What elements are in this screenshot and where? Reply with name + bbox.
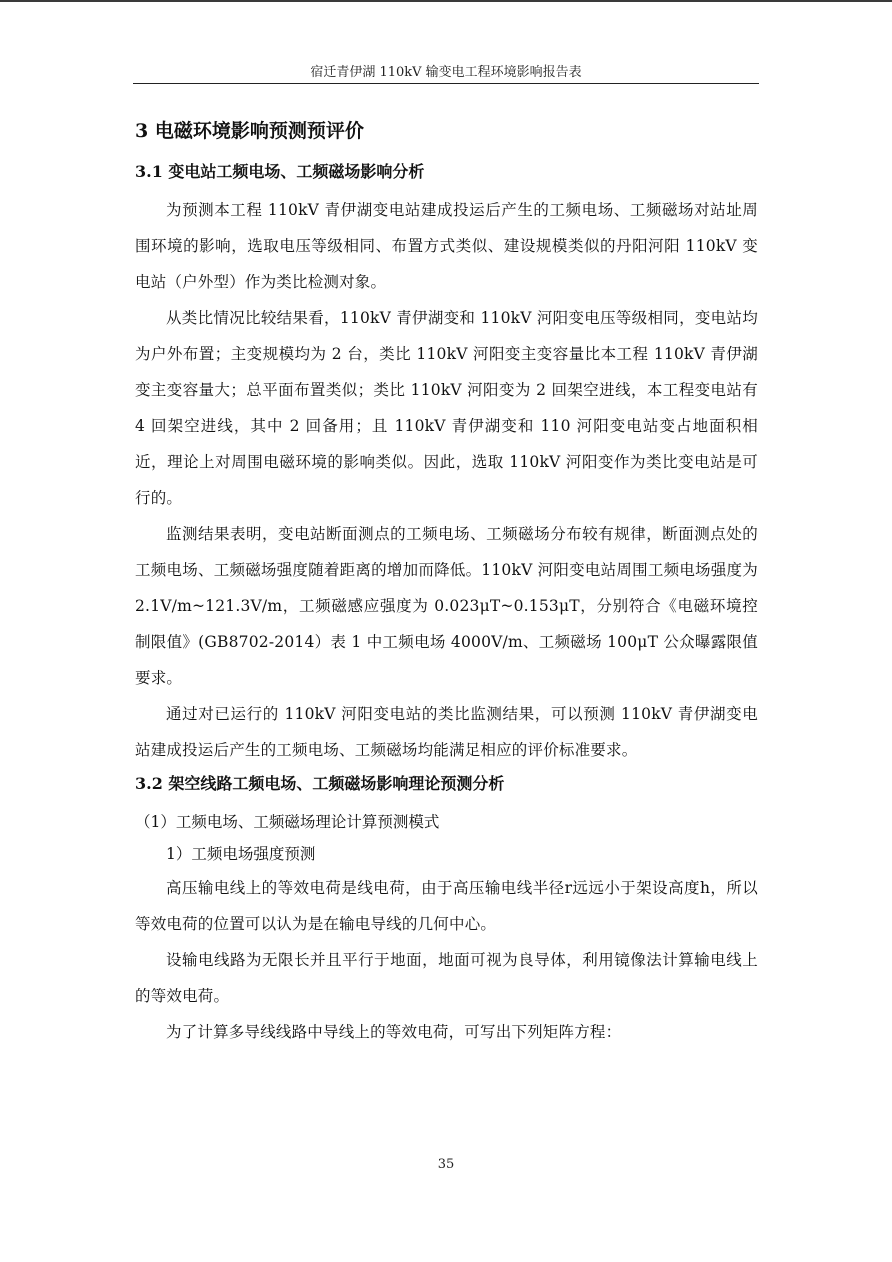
running-header: 宿迁青伊湖 110kV 输变电工程环境影响报告表 xyxy=(310,65,582,80)
subsection-title-3-1: 3.1 变电站工频电场、工频磁场影响分析 xyxy=(135,162,425,181)
paragraph: 设输电线路为无限长并且平行于地面，地面可视为良导体，利用镜像法计算输电线上的等效电荷。 xyxy=(135,951,758,1005)
paragraph: 为了计算多导线线路中导线上的等效电荷，可写出下列矩阵方程： xyxy=(166,1023,622,1041)
paragraph: 从类比情况比较结果看，110kV 青伊湖变和 110kV 河阳变电压等级相同，变电站均为户外布置；主变规模均为 2 台，类比 110kV 河阳变主变容量比本工程 110kV 青伊湖变主变容量大；总平面布置类似；类比 110kV 河阳变为 2 回架空进线，本工程变电站有 4 回架空进线，其中 2 回备用；且 110kV 青伊湖变和 110 河阳变电站变占地面积相近，理论上对周围电磁环境的影响类似。因此，选取 110kV 河阳变作为类比变电站是可行的。 xyxy=(135,309,758,507)
page-number: 35 xyxy=(437,1157,455,1172)
paragraph: 监测结果表明，变电站断面测点的工频电场、工频磁场分布较有规律，断面测点处的工频电场、工频磁场强度随着距离的增加而降低。110kV 河阳变电站周围工频电场强度为 2.1V/m~121.3V/m，工频磁感应强度为 0.023μT~0.153μT，分别符合《电磁环境控制限值》(GB8702-2014）表 1 中工频电场 4000V/m、工频磁场 100μT 公众曝露限值要求。 xyxy=(135,525,758,687)
section-title: 3 电磁环境影响预测预评价 xyxy=(135,120,364,142)
page-content xyxy=(135,114,758,1050)
paragraph: 为预测本工程 110kV 青伊湖变电站建成投运后产生的工频电场、工频磁场对站址周围环境的影响，选取电压等级相同、布置方式类似、建设规模类似的丹阳河阳 110kV 变电站（户外型）作为类比检测对象。 xyxy=(135,201,758,291)
top-border-line xyxy=(0,0,892,2)
list-item-level-2: 1）工频电场强度预测 xyxy=(166,845,316,863)
header-rule xyxy=(133,83,759,84)
paragraph: 通过对已运行的 110kV 河阳变电站的类比监测结果，可以预测 110kV 青伊湖变电站建成投运后产生的工频电场、工频磁场均能满足相应的评价标准要求。 xyxy=(135,705,758,759)
subsection-title-3-2: 3.2 架空线路工频电场、工频磁场影响理论预测分析 xyxy=(135,774,505,793)
paragraph: 高压输电线上的等效电荷是线电荷，由于高压输电线半径r远远小于架设高度h，所以等效电荷的位置可以认为是在输电导线的几何中心。 xyxy=(135,879,758,933)
list-item-level-1: （1）工频电场、工频磁场理论计算预测模式 xyxy=(135,813,440,831)
